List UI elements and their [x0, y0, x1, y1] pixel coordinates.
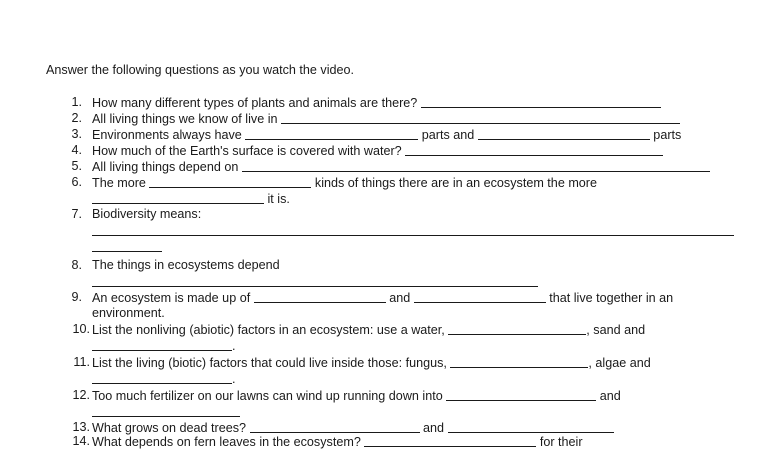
question-7-answer-line-2[interactable] [92, 238, 162, 255]
question-12-continued [92, 403, 240, 420]
answer-blank[interactable] [92, 274, 538, 287]
answer-blank[interactable] [281, 111, 680, 124]
answer-blank[interactable] [448, 420, 614, 433]
question-11-continued: . [92, 370, 236, 387]
answer-blank[interactable] [421, 95, 661, 108]
answer-blank[interactable] [92, 239, 162, 252]
question-10-continued: . [92, 337, 236, 354]
answer-blank[interactable] [405, 143, 663, 156]
question-7-answer-line[interactable] [92, 222, 734, 239]
answer-blank[interactable] [448, 322, 586, 335]
answer-blank[interactable] [92, 338, 232, 351]
answer-blank[interactable] [92, 371, 232, 384]
answer-blank[interactable] [414, 290, 546, 303]
answer-blank[interactable] [446, 388, 596, 401]
answer-blank[interactable] [450, 355, 588, 368]
answer-blank[interactable] [149, 175, 311, 188]
instructions: Answer the following questions as you watch the video. [46, 63, 355, 77]
question-8-answer-line[interactable] [92, 273, 538, 290]
answer-blank[interactable] [478, 127, 650, 140]
answer-blank[interactable] [364, 434, 536, 447]
answer-blank[interactable] [242, 159, 710, 172]
answer-blank[interactable] [92, 223, 734, 236]
question-9-continued: environment. [92, 306, 165, 320]
answer-blank[interactable] [92, 191, 264, 204]
answer-blank[interactable] [245, 127, 418, 140]
answer-blank[interactable] [254, 290, 386, 303]
answer-blank[interactable] [92, 404, 240, 417]
answer-blank[interactable] [250, 420, 420, 433]
question-6-continued: it is. [92, 190, 290, 207]
